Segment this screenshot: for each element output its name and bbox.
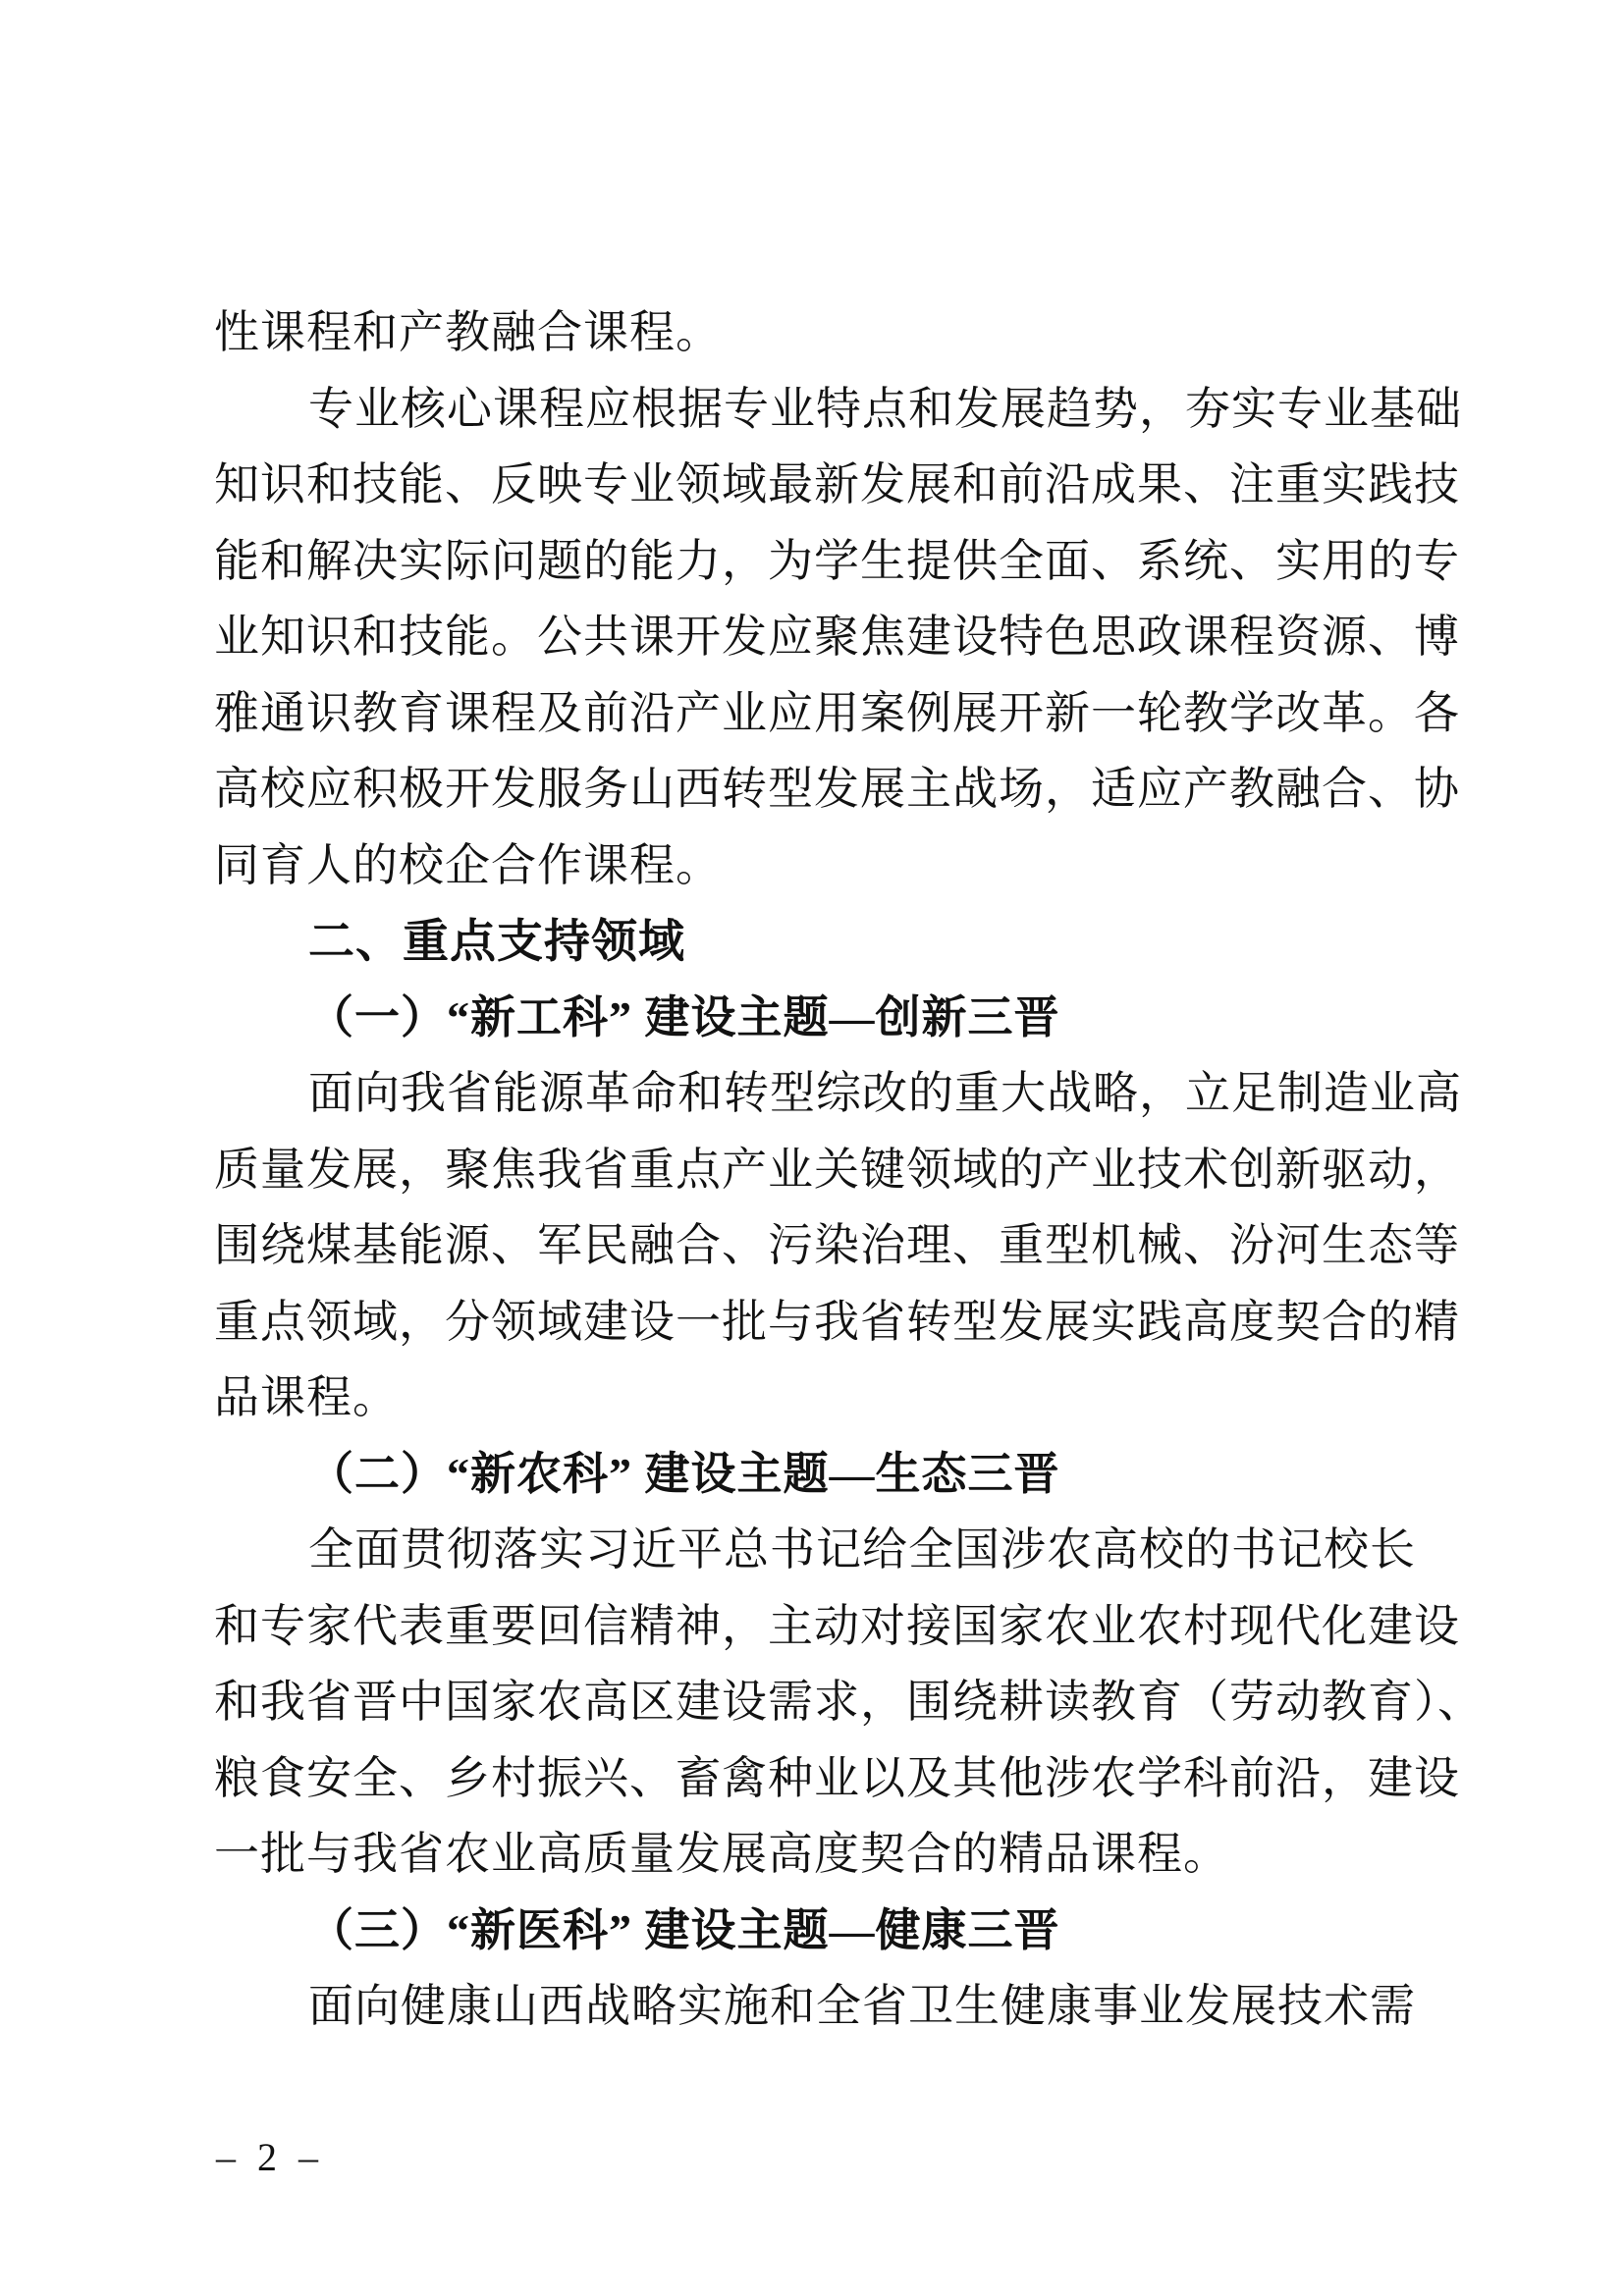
body-text-line: 知识和技能、反映专业领域最新发展和前沿成果、注重实践技 [214, 459, 1460, 509]
body-text-line: 雅通识教育课程及前沿产业应用案例展开新一轮教学改革。各 [214, 687, 1460, 738]
body-text-line: 全面贯彻落实习近平总书记给全国涉农高校的书记校长 [308, 1524, 1416, 1575]
body-text-line: 同育人的校企合作课程。 [214, 839, 722, 890]
body-text-line: 围绕煤基能源、军民融合、污染治理、重型机械、汾河生态等 [214, 1220, 1460, 1270]
body-text-line: 和专家代表重要回信精神，主动对接国家农业农村现代化建设 [214, 1600, 1460, 1651]
body-text-line: 面向我省能源革命和转型综改的重大战略，立足制造业高 [308, 1068, 1462, 1118]
document-body [214, 294, 1484, 2045]
body-text-line: 重点领域，分领域建设一批与我省转型发展实践高度契合的精 [214, 1296, 1460, 1347]
subsection-heading: （二）“新农科” 建设主题—生态三晋 [308, 1448, 1060, 1499]
body-text-line: 业知识和技能。公共课开发应聚焦建设特色思政课程资源、博 [214, 612, 1460, 662]
subsection-heading: （一）“新工科” 建设主题—创新三晋 [308, 991, 1060, 1042]
body-text-line: 一批与我省农业高质量发展高度契合的精品课程。 [214, 1829, 1229, 1879]
body-text-line: 品课程。 [214, 1372, 399, 1422]
page-number: – 2 – [216, 2135, 324, 2179]
body-text-line: 性课程和产教融合课程。 [214, 307, 722, 357]
body-text-line: 专业核心课程应根据专业特点和发展趋势，夯实专业基础 [308, 383, 1462, 434]
body-text-line: 能和解决实际问题的能力，为学生提供全面、系统、实用的专 [214, 535, 1460, 586]
body-text-line: 面向健康山西战略实施和全省卫生健康事业发展技术需 [308, 1981, 1416, 2031]
section-heading: 二、重点支持领域 [308, 915, 685, 967]
body-text-line: 质量发展，聚焦我省重点产业关键领域的产业技术创新驱动， [214, 1144, 1460, 1195]
subsection-heading: （三）“新医科” 建设主题—健康三晋 [308, 1904, 1060, 1955]
body-text-line: 和我省晋中国家农高区建设需求，围绕耕读教育（劳动教育）、 [214, 1677, 1484, 1727]
body-text-line: 高校应积极开发服务山西转型发展主战场，适应产教融合、协 [214, 764, 1460, 814]
body-text-line: 粮食安全、乡村振兴、畜禽种业以及其他涉农学科前沿，建设 [214, 1752, 1460, 1803]
